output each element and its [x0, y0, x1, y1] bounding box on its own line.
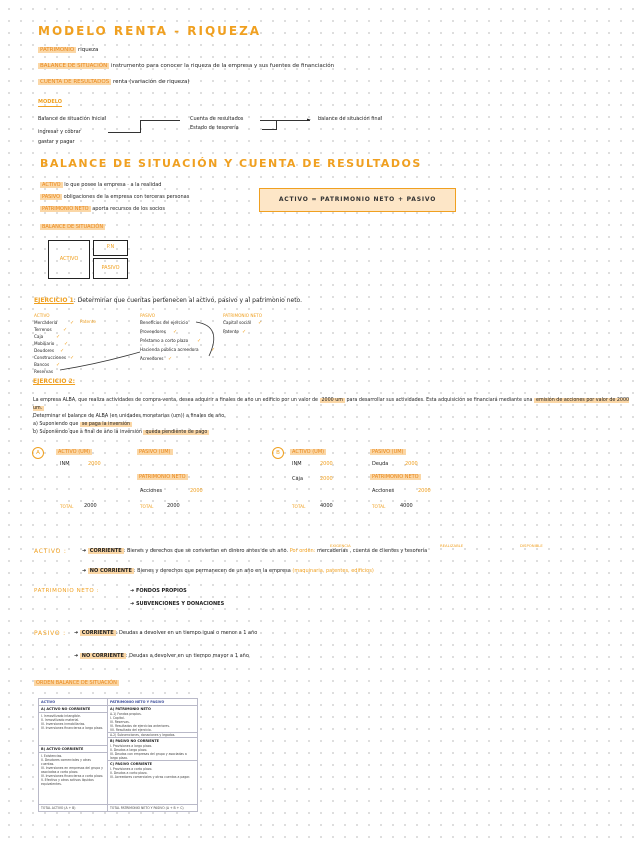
part-a-letter: A: [32, 447, 44, 459]
orden-table: [38, 698, 198, 812]
clasif-pasivo-corriente: [74, 630, 257, 636]
ej1-pn-0: Capital social: [223, 320, 251, 325]
b-total-l: TOTAL: [292, 504, 306, 509]
box-label: P.N: [106, 244, 115, 250]
arrow-icon: ➜: [82, 568, 87, 574]
desc: lo que posee la empresa · a la realidad: [64, 182, 162, 188]
check-icon: ✓: [211, 347, 216, 353]
clasif-pasivo: PASIVO :: [34, 630, 66, 637]
h: ORDEN BALANCE DE SITUACIÓN: [36, 680, 117, 686]
orden-right-total: TOTAL PATRIMONIO NETO Y PASIVO (A + B + C): [108, 804, 197, 811]
item: I. Provisiones a corto plazo.: [110, 767, 153, 771]
ej1-title: [34, 297, 302, 304]
examples: (maquinaria, patentes, edificios): [292, 568, 374, 574]
term: ACTIVO: [42, 182, 61, 188]
ej1-pn-1: Patente: [223, 329, 239, 334]
b-inm: INM: [292, 461, 302, 467]
orden-right-a: A) PATRIMONIO NETO: [110, 707, 151, 711]
box-label: ACTIVO: [59, 256, 79, 262]
check-icon: ✓: [64, 341, 69, 347]
check-icon: ✓: [173, 329, 178, 335]
b-total-p: 4000: [400, 503, 413, 509]
term: CORRIENTE: [81, 630, 114, 636]
arrow-icon: [195, 320, 225, 358]
arrow-icon: ➜: [82, 548, 87, 554]
ej1-activo-6: Bancos: [34, 362, 50, 367]
item: II. Deudores comerciales y otras cuentas.: [41, 758, 91, 766]
arrow-icon: [58, 350, 142, 372]
check-icon: ✓: [197, 338, 202, 344]
b-activo-h: [290, 449, 326, 455]
term: PASIVO: [42, 194, 61, 200]
clasif-activo-corriente: [82, 548, 427, 554]
desc: aporta recursos de los socios: [92, 206, 165, 212]
item: IV. Inversiones financieras a largo plazo.: [41, 726, 104, 730]
orden-right-b: B) PASIVO NO CORRIENTE: [108, 737, 197, 744]
text: a) Suponiendo que: [33, 422, 80, 427]
item: III. Acreedores comerciales y otras cuentas a pagar.: [110, 775, 191, 779]
modelo-cuenta-resultados: Cuenta de resultados: [190, 116, 244, 122]
heading: EJERCICIO 1: [34, 297, 74, 304]
def-patrimonio: [38, 47, 98, 53]
ej1-pasivo-4: Acreedores: [140, 356, 164, 361]
item: SUBVENCIONES Y DONACIONES: [135, 601, 225, 607]
b-caja-v: 2000: [320, 476, 333, 482]
item: II. Inmovilizado material.: [41, 718, 80, 722]
term: PATRIMONIO NETO: [42, 206, 89, 212]
arrow-icon: ➜: [74, 653, 79, 659]
bal-label: [40, 224, 105, 230]
orden-left-title: ACTIVO: [39, 699, 107, 706]
check-icon: ✓: [70, 320, 75, 326]
box-label: PASIVO: [101, 265, 120, 271]
a-inm-v: 2000: [88, 461, 101, 467]
a-inm: INM: [60, 461, 70, 467]
def-desc: riqueza: [78, 47, 99, 53]
def-desc: instrumento para conocer la riqueza de la empresa y sus fuentes de financiación: [110, 63, 335, 69]
orden-right-title: PATRIMONIO NETO Y PASIVO: [108, 699, 197, 706]
def-pn: [40, 206, 165, 212]
items: mercaderías , cuenta de clientes y tesorería: [316, 548, 428, 554]
item: II. Deudas a largo plazo.: [110, 748, 148, 752]
b-deuda-v: 2000: [405, 461, 418, 467]
arrow-icon: ➜: [130, 588, 136, 594]
orden-heading: [34, 680, 119, 686]
ej1-pasivo-3: Hacienda pública acreedora: [140, 347, 199, 352]
label: BALANCE DE SITUACIÓN: [42, 224, 104, 230]
modelo-ingresar: ingresar y cobrar: [38, 129, 81, 135]
def-activo: [40, 182, 161, 188]
ann-disponible: DISPONIBLE: [520, 543, 543, 548]
b-acciones: Acciones: [372, 488, 395, 494]
col-pn: PATRIMONIO NETO: [223, 313, 263, 318]
modelo-estado-tesoreria: Estado de tesorería: [190, 125, 239, 131]
orden-left-a-items: [39, 713, 107, 731]
box-pn: [93, 240, 128, 256]
item: II. Deudas a corto plazo.: [110, 771, 148, 775]
modelo-balance-final: balance de situación final: [318, 116, 383, 122]
item: V. Efectivo y otros activos líquidos equivalentes.: [41, 778, 94, 786]
item: III. Reservas.: [110, 720, 130, 724]
b-acciones-v: 2000: [418, 488, 431, 494]
orden-left-b: B) ACTIVO CORRIENTE: [39, 745, 107, 753]
orden-left-total: TOTAL ACTIVO (A + B): [39, 804, 107, 811]
orden-right-a1: A-1) Fondos propios.: [110, 712, 142, 716]
check-icon: ✓: [258, 320, 263, 326]
orden-left: [39, 699, 108, 811]
h: PASIVO (UM): [372, 449, 404, 455]
item: III. Inversiones inmobiliarias.: [41, 722, 86, 726]
modelo-balance-inicial: Balance de situación inicial: [38, 116, 107, 122]
item: I. Existencias.: [41, 754, 63, 758]
prompt: : Determinar que cuentas pertenecen al activo, pasivo y al patrimonio neto.: [73, 297, 303, 304]
check-icon: ✓: [63, 327, 68, 333]
b-inm-v: 2000: [320, 461, 333, 467]
ej1-activo-7: Reservas: [34, 369, 54, 374]
h: PASIVO (UM): [139, 449, 171, 455]
item: I. Provisiones a largo plazo.: [110, 744, 153, 748]
check-icon: ✓: [168, 356, 173, 362]
col-pasivo: PASIVO: [140, 313, 156, 318]
a-activo-h: [56, 449, 92, 455]
h: ACTIVO (UM): [292, 449, 325, 455]
arrow-icon: ►: [307, 116, 311, 123]
label: Por orden:: [289, 548, 316, 554]
def-cuenta: [38, 79, 190, 85]
hl: 2000 um: [321, 398, 343, 403]
ej1-pasivo-0: Beneficios del ejercicio: [140, 320, 189, 325]
b-caja: Caja: [292, 476, 304, 482]
arrow-icon: ➜: [74, 630, 79, 636]
desc: obligaciones de la empresa con terceras personas: [63, 194, 190, 200]
formula: ACTIVO = PATRIMONIO NETO + PASIVO: [278, 195, 437, 203]
item: III. Inversiones en empresas del grupo y asociadas a corto plazo.: [41, 766, 103, 774]
orden-left-a: A) ACTIVO NO CORRIENTE: [39, 706, 107, 713]
h: ACTIVO (UM): [58, 449, 91, 455]
a-acciones-v: 2000: [190, 488, 203, 494]
ann-exigencia: EXIGENCIA: [330, 543, 351, 548]
text: La empresa ALBA, que realiza actividades de compra-venta, desea adquirir a finales de año un edificio por un valor de: [33, 398, 320, 403]
orden-right-a1-items: [108, 716, 197, 732]
h: PATRIMONIO NETO: [372, 474, 419, 480]
modelo-heading: MODELO: [38, 99, 63, 105]
patente-note: Patente: [80, 319, 96, 324]
section-heading: BALANCE DE SITUACIÓN Y CUENTA DE RESULTADOS: [40, 157, 422, 170]
item: FONDOS PROPIOS: [135, 588, 187, 594]
ej1-activo-4: Deudores: [34, 348, 55, 353]
b-pn-h: [370, 474, 421, 480]
a-pasivo-h: [137, 449, 173, 455]
hl: emisión de acciones por valor de 2000 um.: [33, 398, 630, 411]
b-total-l2: TOTAL: [372, 504, 386, 509]
a-total-l2: TOTAL: [140, 504, 154, 509]
term: CORRIENTE: [89, 548, 122, 554]
ej1-activo-1: Terrenos: [34, 327, 52, 332]
a-pn-h: [137, 474, 188, 480]
page-title: MODELO RENTA - RIQUEZA: [38, 24, 262, 38]
check-icon: ✓: [60, 348, 65, 354]
orden-right-c-items: [108, 767, 197, 779]
clasif-pasivo-no-corriente: [74, 653, 249, 659]
clasif-activo: ACTIVO :: [34, 548, 67, 555]
h: PATRIMONIO NETO: [139, 474, 186, 480]
b-deuda: Deuda: [372, 461, 389, 467]
box-pasivo: [93, 258, 128, 279]
b-total-a: 4000: [320, 503, 333, 509]
box-activo: [48, 240, 90, 279]
ann-realizable: REALIZABLE: [440, 543, 464, 548]
desc: : Bienes y derechos que permanecen de un año en la empresa: [133, 568, 291, 574]
orden-right: [108, 699, 197, 811]
orden-right-a2: A-2) Subvenciones, donaciones y legados.: [108, 732, 197, 737]
hl: queda pendiente de pago: [145, 430, 208, 435]
def-desc: renta (variación de riqueza): [112, 79, 190, 85]
desc: : Deudas a devolver en un tiempo igual o menor a 1 año: [115, 630, 258, 636]
check-icon: ✓: [56, 362, 61, 368]
desc: : Deudas a devolver en un tiempo mayor a 1 año: [125, 653, 249, 659]
clasif-pn-2: [130, 601, 224, 607]
def-term: CUENTA DE RESULTADOS: [40, 79, 110, 85]
orden-right-b-items: [108, 744, 197, 760]
term: NO CORRIENTE: [89, 568, 132, 574]
clasif-activo-no-corriente: [82, 568, 374, 574]
clasif-pn: PATRIMONIO NETO :: [34, 588, 100, 594]
desc: : Bienes y derechos que se conviertan en dinero antes de un año.: [123, 548, 289, 554]
ej1-activo-2: Caja: [34, 334, 44, 339]
item: I. Capital.: [110, 716, 125, 720]
clasif-pn-1: [130, 588, 187, 594]
a-total-l: TOTAL: [60, 504, 74, 509]
ej1-activo-3: Mobiliario: [34, 341, 55, 346]
part-b-letter: B: [272, 447, 284, 459]
text: Determinar el balance de ALBA (en unidades monetarias (um)) a finales de año.: [33, 414, 226, 419]
item: III. Deudas con empresas del grupo y asociadas a largo plazo.: [110, 752, 187, 760]
a-total-p: 2000: [167, 503, 180, 509]
def-term: PATRIMONIO: [40, 47, 75, 53]
formula-box: [259, 188, 456, 212]
text: para desarrollar sus actividades. Esta adquisición se financiará mediante una: [344, 398, 535, 403]
ej1-activo-5: Construcciones: [34, 355, 67, 360]
def-pasivo: [40, 194, 189, 200]
check-icon: ✓: [242, 329, 247, 335]
b-pasivo-h: [370, 449, 406, 455]
a-total-a: 2000: [84, 503, 97, 509]
def-balance: [38, 63, 334, 69]
ej1-pasivo-1: Proveedores: [140, 329, 166, 334]
orden-left-b-items: [39, 753, 107, 787]
ej2-heading: EJERCICIO 2:: [33, 378, 76, 385]
a-acciones: Acciones: [140, 488, 163, 494]
ej2-text: [33, 397, 633, 437]
ej1-activo-0: Mercadería: [34, 320, 58, 325]
ej1-pasivo-2: Préstamo a corto plazo: [140, 338, 189, 343]
modelo-gastar: gastar y pagar: [38, 139, 75, 145]
hl: se paga la inversión: [81, 422, 131, 427]
term: NO CORRIENTE: [81, 653, 124, 659]
item: IV. Inversiones financieras a corto plazo.: [41, 774, 104, 778]
item: I. Inmovilizado intangible.: [41, 714, 81, 718]
def-term: BALANCE DE SITUACIÓN: [40, 63, 108, 69]
check-icon: ✓: [56, 334, 61, 340]
text: b) Suponiendo que a final de año la inversión: [33, 430, 144, 435]
check-icon: ✓: [70, 355, 75, 361]
orden-right-c: C) PASIVO CORRIENTE: [108, 760, 197, 767]
col-activo: ACTIVO: [34, 313, 50, 318]
arrow-icon: ➜: [130, 601, 136, 607]
item: VII. Resultado del ejercicio.: [110, 728, 152, 732]
item: VI. Resultados de ejercicios anteriores.: [110, 724, 170, 728]
